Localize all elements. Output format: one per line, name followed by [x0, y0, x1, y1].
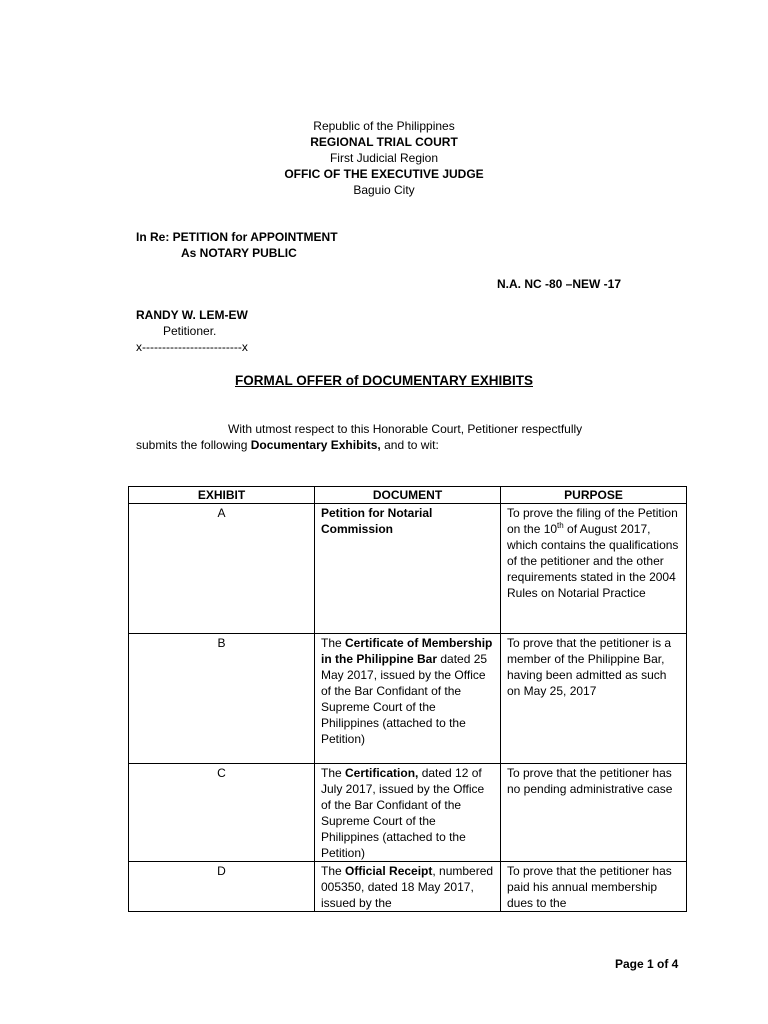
doc-bold: Petition for Notarial Commission: [321, 506, 433, 536]
purpose-pre: To prove that the petitioner has no pending administrative case: [507, 766, 673, 796]
doc-pre: The: [321, 864, 346, 878]
purpose-cell: [501, 764, 687, 862]
doc-post: , numbered 005350, dated 18 May 2017, issued by the: [321, 864, 494, 910]
exhibits-table: [128, 486, 687, 912]
document-cell: [315, 862, 501, 912]
doc-bold: Certification,: [345, 766, 419, 780]
exhibit-cell: C: [129, 764, 315, 862]
doc-pre: The: [321, 636, 346, 650]
caption-separator: x-------------------------x: [136, 340, 248, 354]
table-row: [129, 634, 687, 764]
header-document: DOCUMENT: [315, 487, 501, 504]
intro-prefix: submits the following: [136, 438, 251, 452]
purpose-cell: [501, 862, 687, 912]
table-header-row: [129, 487, 687, 504]
header-exhibit: EXHIBIT: [129, 487, 315, 504]
document-cell: [315, 764, 501, 862]
purpose-cell: [501, 504, 687, 634]
table-row: [129, 862, 687, 912]
court-header: [0, 118, 768, 198]
exhibit-cell: A: [129, 504, 315, 634]
doc-pre: The: [321, 766, 346, 780]
case-number: N.A. NC -80 –NEW -17: [497, 277, 622, 291]
intro-bold: Documentary Exhibits,: [250, 438, 381, 452]
header-region: First Judicial Region: [329, 151, 439, 165]
in-re-line-2: As NOTARY PUBLIC: [181, 246, 297, 260]
intro-line-1: With utmost respect to this Honorable Court, Petitioner respectfully: [228, 422, 583, 436]
doc-post: dated 25 May 2017, issued by the Office of the Bar Confidant of the Supreme Court of the Philippines (attached to the Petition): [321, 652, 488, 746]
header-republic: Republic of the Philippines: [313, 119, 455, 133]
table-row: [129, 504, 687, 634]
header-city: Baguio City: [353, 183, 415, 197]
purpose-pre: To prove the filing of the Petition on the 10: [507, 506, 678, 536]
petitioner-role: Petitioner.: [163, 324, 217, 338]
intro-suffix: and to wit:: [380, 438, 439, 452]
exhibit-cell: D: [129, 862, 315, 912]
purpose-cell: [501, 634, 687, 764]
purpose-sup: th: [557, 521, 564, 530]
purpose-pre: To prove that the petitioner is a member of the Philippine Bar, having been admitted as such on May 25, 2017: [507, 636, 672, 698]
document-cell: [315, 634, 501, 764]
purpose-pre: To prove that the petitioner has paid his annual membership dues to the: [507, 864, 672, 910]
table-row: [129, 764, 687, 862]
doc-bold: Certificate of Membership in the Philippine Bar: [321, 636, 493, 666]
header-court: REGIONAL TRIAL COURT: [310, 135, 458, 149]
doc-post: dated 12 of July 2017, issued by the Office of the Bar Confidant of the Supreme Court of the Philippines (attached to the Petition): [321, 766, 485, 860]
header-office: OFFIC OF THE EXECUTIVE JUDGE: [284, 167, 484, 181]
in-re-line-1: In Re: PETITION for APPOINTMENT: [136, 230, 338, 244]
document-title: FORMAL OFFER of DOCUMENTARY EXHIBITS: [235, 373, 533, 388]
intro-line-2: [136, 437, 439, 453]
doc-bold: Official Receipt: [345, 864, 433, 878]
header-purpose: PURPOSE: [501, 487, 687, 504]
exhibit-cell: B: [129, 634, 315, 764]
document-cell: [315, 504, 501, 634]
page-number: Page 1 of 4: [615, 957, 679, 971]
purpose-post: of August 2017, which contains the qualifications of the petitioner and the other requirements stated in the 2004 Rules on Notarial Practice: [507, 522, 679, 600]
petitioner-name: RANDY W. LEM-EW: [136, 308, 248, 322]
